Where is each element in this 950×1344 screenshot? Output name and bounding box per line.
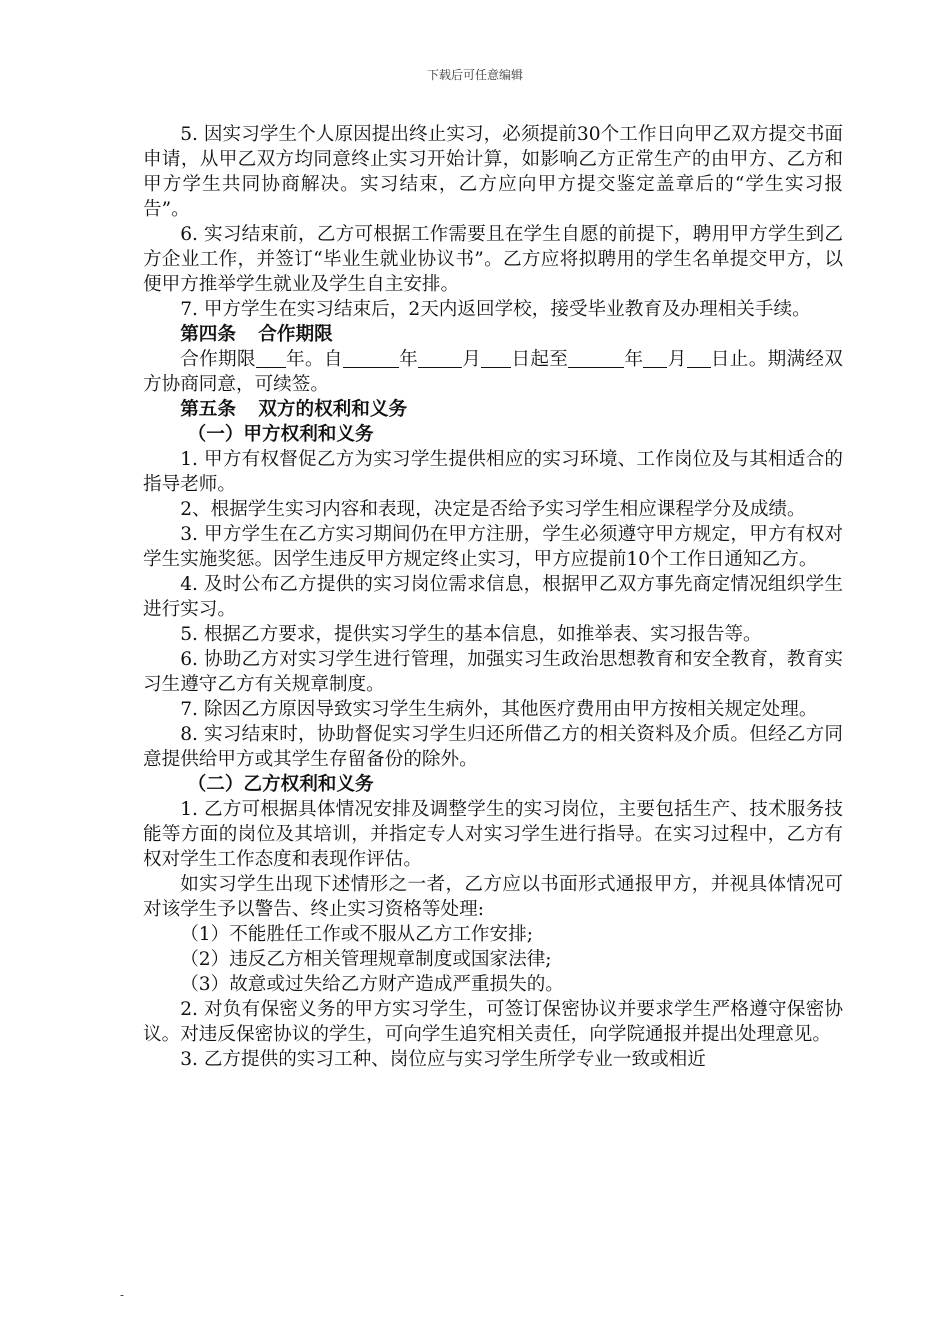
document-body bbox=[143, 122, 843, 1072]
article-title: 双方的权利和义务 bbox=[258, 399, 408, 420]
blank-field bbox=[343, 349, 399, 368]
list-item: （3）故意或过失给乙方财产造成严重损失的。 bbox=[180, 974, 564, 995]
blank-field bbox=[418, 349, 462, 368]
blank-field bbox=[687, 349, 711, 368]
term-text: 日止。期满经双方协商同意，可续签。 bbox=[143, 349, 843, 395]
term-text: 年 bbox=[624, 349, 644, 370]
article-heading bbox=[143, 397, 843, 422]
section-heading: （二）乙方权利和义务 bbox=[187, 774, 374, 795]
paragraph: 2. 对负有保密义务的甲方实习学生，可签订保密协议并要求学生严格遵守保密协议。对违反保密协议的学生，可向学生追究相关责任，向学院通报并提出处理意见。 bbox=[143, 999, 843, 1045]
paragraph: 3. 甲方学生在乙方实习期间仍在甲方注册，学生必须遵守甲方规定，甲方有权对学生实施奖惩。因学生违反甲方规定终止实习，甲方应提前10个工作日通知乙方。 bbox=[143, 524, 843, 570]
article-heading bbox=[143, 322, 843, 347]
blank-field bbox=[643, 349, 667, 368]
term-text: 合作期限 bbox=[180, 349, 256, 370]
paragraph: 如实习学生出现下述情形之一者，乙方应以书面形式通报甲方，并视具体情况可对该学生予以警告、终止实习资格等处理: bbox=[143, 874, 843, 920]
section-heading: （一）甲方权利和义务 bbox=[187, 424, 374, 445]
paragraph: 5. 根据乙方要求，提供实习学生的基本信息，如推举表、实习报告等。 bbox=[180, 624, 762, 645]
paragraph: 7. 甲方学生在实习结束后，2天内返回学校，接受毕业教育及办理相关手续。 bbox=[180, 299, 811, 320]
list-item: （1）不能胜任工作或不服从乙方工作安排; bbox=[180, 924, 533, 945]
footer-mark: - bbox=[120, 1288, 125, 1302]
list-item: （2）违反乙方相关管理规章制度或国家法律; bbox=[180, 949, 552, 970]
page-header: 下载后可任意编辑 bbox=[426, 68, 523, 82]
blank-field bbox=[568, 349, 624, 368]
term-text: 年 bbox=[398, 349, 418, 370]
term-text: 月 bbox=[461, 349, 482, 370]
paragraph: 3. 乙方提供的实习工种、岗位应与实习学生所学专业一致或相近 bbox=[180, 1049, 706, 1070]
paragraph: 8. 实习结束时，协助督促实习学生归还所借乙方的相关资料及介质。但经乙方同意提供给甲方或其学生存留备份的除外。 bbox=[143, 724, 843, 770]
paragraph: 1. 甲方有权督促乙方为实习学生提供相应的实习环境、工作岗位及与其相适合的指导老师。 bbox=[143, 449, 843, 495]
term-paragraph bbox=[143, 347, 843, 397]
paragraph: 7. 除因乙方原因导致实习学生生病外，其他医疗费用由甲方按相关规定处理。 bbox=[180, 699, 818, 720]
term-text: 日起至 bbox=[511, 349, 569, 370]
paragraph: 4. 及时公布乙方提供的实习岗位需求信息，根据甲乙双方事先商定情况组织学生进行实习。 bbox=[143, 574, 843, 620]
paragraph: 1. 乙方可根据具体情况安排及调整学生的实习岗位，主要包括生产、技术服务技能等方面的岗位及其培训，并指定专人对实习学生进行指导。在实习过程中，乙方有权对学生工作态度和表现作评估。 bbox=[143, 799, 843, 870]
article-number: 第五条 bbox=[180, 399, 236, 420]
paragraph: 6. 协助乙方对实习学生进行管理，加强实习生政治思想教育和安全教育，教育实习生遵守乙方有关规章制度。 bbox=[143, 649, 843, 695]
paragraph: 5. 因实习学生个人原因提出终止实习，必须提前30个工作日向甲乙双方提交书面申请，从甲乙双方均同意终止实习开始计算，如影响乙方正常生产的由甲方、乙方和甲方学生共同协商解决。实习结束，乙方应向甲方提交鉴定盖章后的“学生实习报告”。 bbox=[143, 124, 843, 220]
term-text: 月 bbox=[667, 349, 687, 370]
blank-field bbox=[481, 349, 511, 368]
article-number: 第四条 bbox=[180, 324, 236, 345]
paragraph: 6. 实习结束前，乙方可根据工作需要且在学生自愿的前提下，聘用甲方学生到乙方企业工作，并签订“毕业生就业协议书”。乙方应将拟聘用的学生名单提交甲方，以便甲方推举学生就业及学生自主安排。 bbox=[143, 224, 843, 295]
article-title: 合作期限 bbox=[258, 324, 333, 345]
paragraph: 2、根据学生实习内容和表现，决定是否给予实习学生相应课程学分及成绩。 bbox=[180, 499, 806, 520]
blank-field bbox=[256, 349, 286, 368]
term-text: 年。自 bbox=[285, 349, 343, 370]
